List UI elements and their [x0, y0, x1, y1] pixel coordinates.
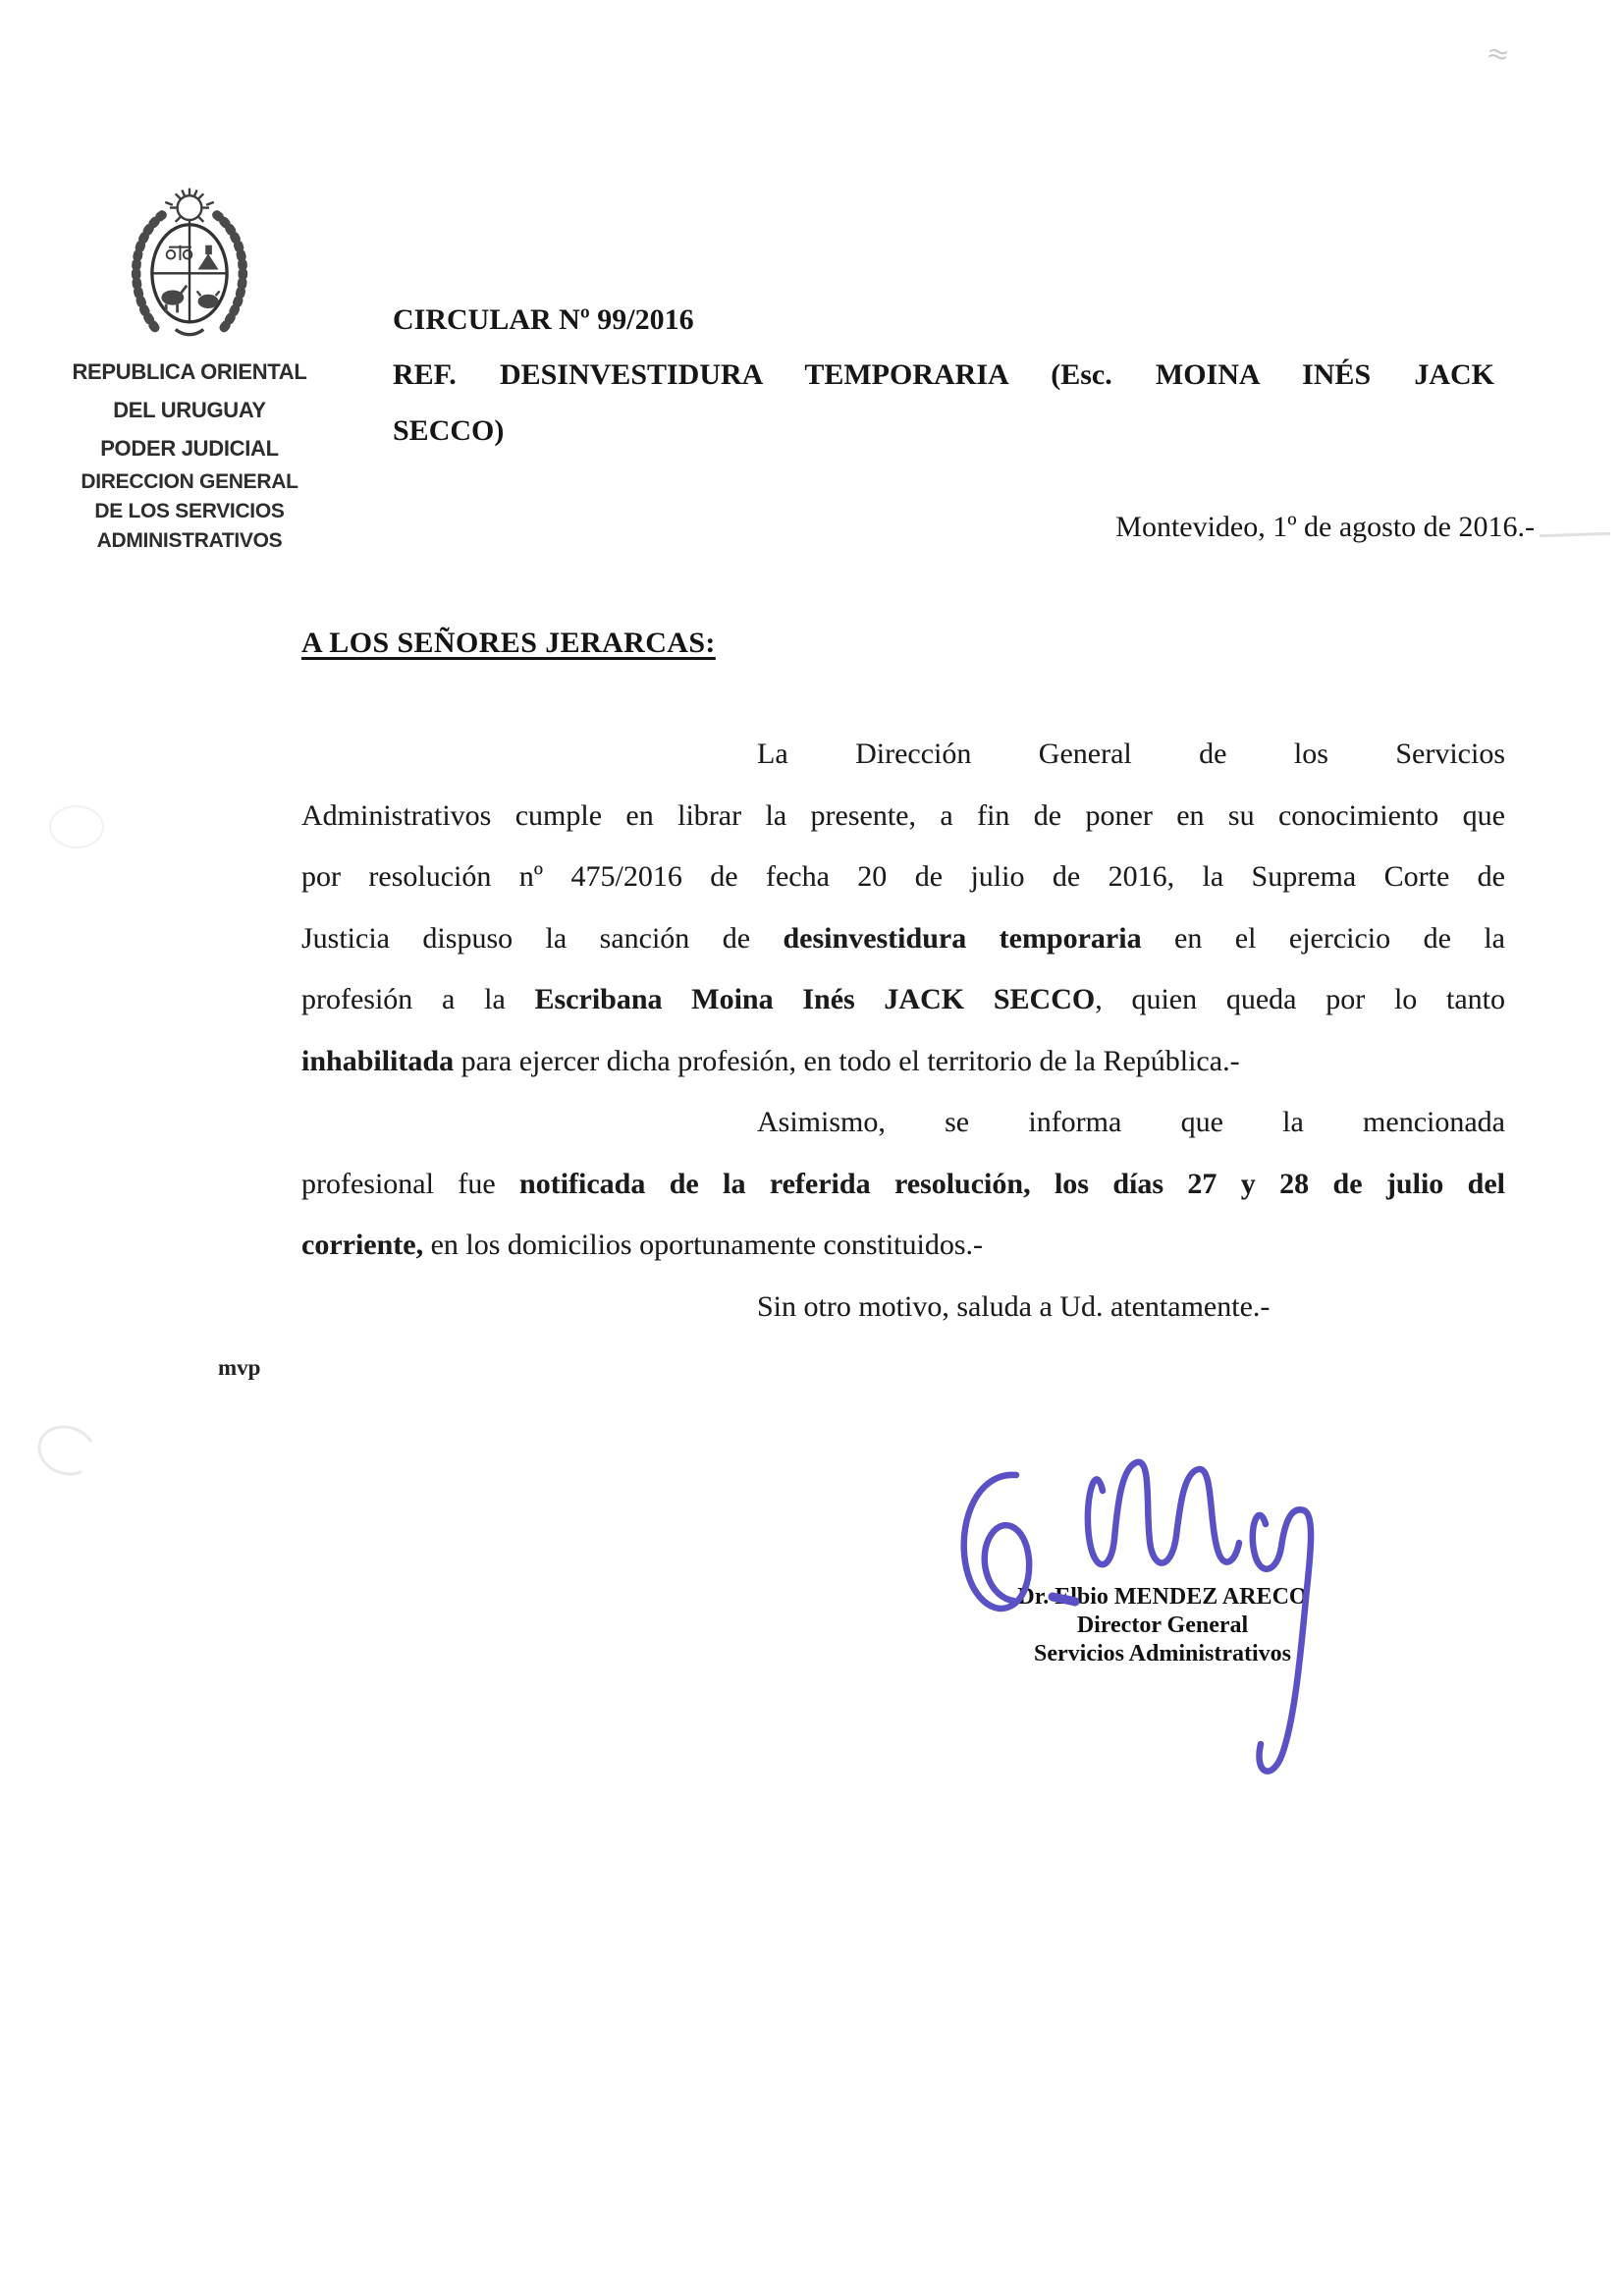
body-line: Justicia dispuso la sanción de desinvestidura temporaria en el ejercicio de la — [301, 921, 1505, 955]
heading-block — [393, 301, 1494, 451]
body-paragraph — [301, 1092, 1505, 1277]
signer-title: Servicios Administrativos — [1034, 1641, 1291, 1667]
dateline: Montevideo, 1º de agosto de 2016.- — [1115, 511, 1535, 543]
scan-artifact: ≈ — [1484, 35, 1513, 72]
body-line: Sin otro motivo, saluda a Ud. atentamente.- — [757, 1289, 1271, 1323]
letterhead — [47, 180, 332, 556]
body-line: profesional fue notificada de la referida resolución, los días 27 y 28 de julio del — [301, 1167, 1505, 1200]
letterhead-line: REPUBLICA ORIENTAL — [72, 359, 307, 384]
signer-name: Dr. Elbio MENDEZ ARECO — [1017, 1584, 1308, 1610]
coat-of-arms-icon — [117, 180, 262, 339]
circular-number: CIRCULAR Nº 99/2016 — [393, 303, 694, 336]
body-line: corriente, en los domicilios oportunamente constituidos.- — [301, 1229, 984, 1261]
signer-title: Director General — [1076, 1613, 1249, 1638]
salutation: A LOS SEÑORES JERARCAS: — [301, 627, 716, 659]
scan-artifact — [1540, 532, 1610, 538]
body-paragraph — [301, 1277, 1505, 1339]
body-line: La Dirección General de los Servicios — [757, 738, 1505, 770]
body-line: por resolución nº 475/2016 de fecha 20 de julio de 2016, la Suprema Corte de — [301, 860, 1505, 893]
letterhead-line: ADMINISTRATIVOS — [96, 529, 283, 552]
typist-initials: mvp — [218, 1355, 261, 1380]
letterhead-line: DE LOS SERVICIOS — [94, 500, 285, 522]
body-paragraph — [301, 724, 1505, 1092]
body-line: Asimismo, se informa que la mencionada — [757, 1106, 1505, 1138]
letterhead-line: PODER JUDICIAL — [100, 436, 279, 461]
scan-artifact — [31, 1418, 103, 1483]
body-line: inhabilitada para ejercer dicha profesión, en todo el territorio de la República.- — [301, 1044, 1240, 1077]
reference-line: SECCO) — [393, 414, 505, 447]
letter-body — [301, 724, 1505, 1338]
body-line: Administrativos cumple en librar la presente, a fin de poner en su conocimiento que — [301, 798, 1505, 832]
signature-block — [982, 1583, 1343, 1668]
letterhead-line: DEL URUGUAY — [113, 398, 266, 422]
letterhead-line: DIRECCION GENERAL — [81, 470, 298, 493]
body-line: profesión a la Escribana Moina Inés JACK SECCO, quien queda por lo tanto — [301, 983, 1505, 1015]
reference-line: REF. DESINVESTIDURA TEMPORARIA (Esc. MOINA INÉS JACK — [393, 358, 1494, 391]
scan-artifact — [49, 805, 104, 848]
